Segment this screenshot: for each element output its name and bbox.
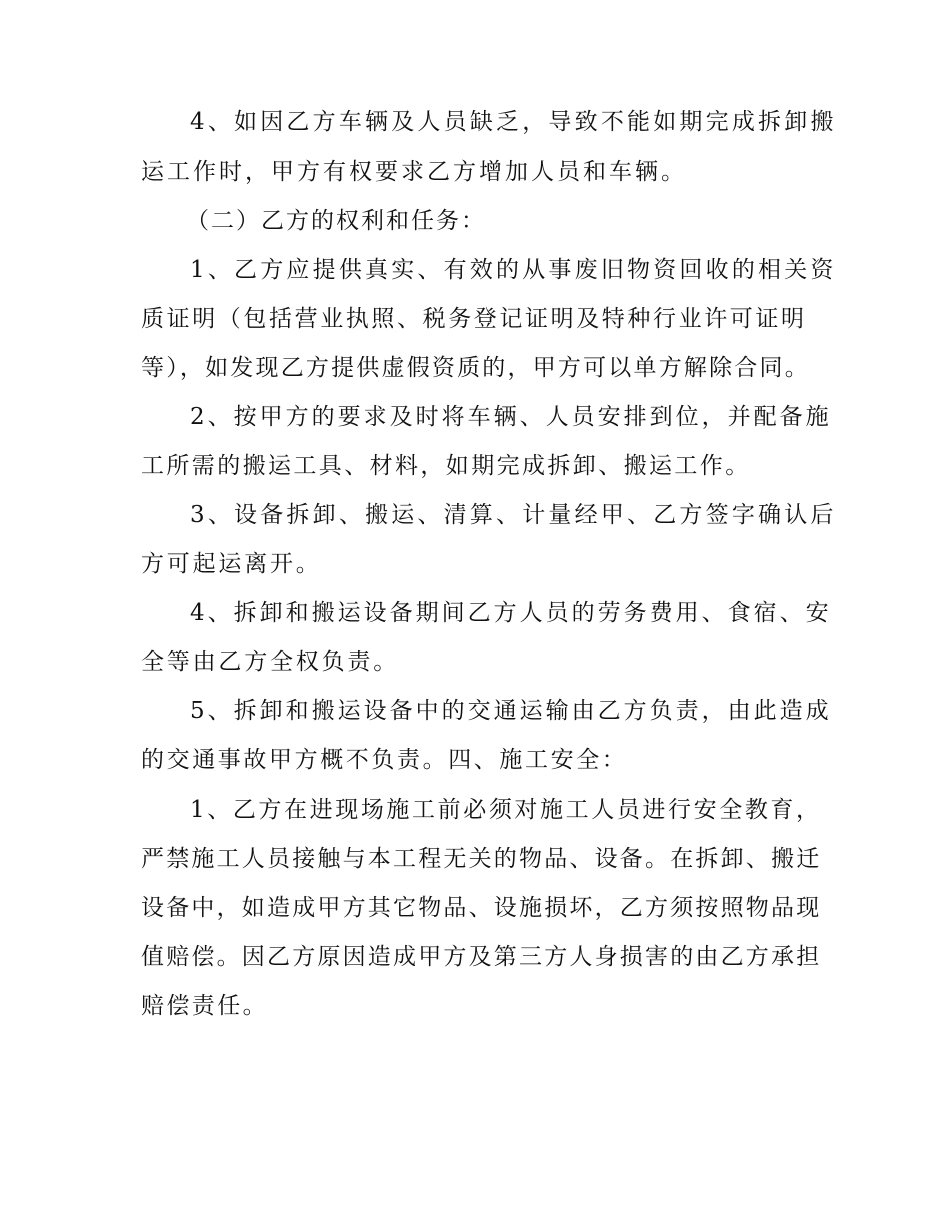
paragraph-line: 严禁施工人员接触与本工程无关的物品、设备。在拆卸、搬迁 <box>141 846 822 872</box>
paragraph-line: 运工作时，甲方有权要求乙方增加人员和车辆。 <box>141 159 687 185</box>
paragraph-line: 5、拆卸和搬运设备中的交通运输由乙方负责，由此造成 <box>190 698 832 724</box>
paragraph-line: 4、如因乙方车辆及人员缺乏，导致不能如期完成拆卸搬 <box>190 109 837 135</box>
paragraph-line: 的交通事故甲方概不负责。四、施工安全： <box>141 747 628 773</box>
paragraph-line: 方可起运离开。 <box>141 551 322 577</box>
paragraph-line: 等），如发现乙方提供虚假资质的，甲方可以单方解除合同。 <box>141 355 810 381</box>
paragraph-line: 值赔偿。因乙方原因造成甲方及第三方人身损害的由乙方承担 <box>141 944 822 970</box>
paragraph-line: 1、乙方在进现场施工前必须对施工人员进行安全教育， <box>190 797 822 823</box>
paragraph-line: 2、按甲方的要求及时将车辆、人员安排到位，并配备施 <box>190 404 832 430</box>
paragraph-line: 3、设备拆卸、搬运、清算、计量经甲、乙方签字确认后 <box>190 502 837 528</box>
paragraph-line: 工所需的搬运工具、材料，如期完成拆卸、搬运工作。 <box>141 453 751 479</box>
paragraph-line: 赔偿责任。 <box>141 993 268 1019</box>
paragraph-line: 设备中，如造成甲方其它物品、设施损坏，乙方须按照物品现 <box>141 895 822 921</box>
paragraph-line: 全等由乙方全权负责。 <box>141 649 399 675</box>
paragraph-line: 1、乙方应提供真实、有效的从事废旧物资回收的相关资 <box>190 257 837 283</box>
paragraph-line: 4、拆卸和搬运设备期间乙方人员的劳务费用、食宿、安 <box>190 600 832 626</box>
paragraph-line: 质证明（包括营业执照、税务登记证明及特种行业许可证明 <box>141 306 807 332</box>
section-heading: （二）乙方的权利和任务： <box>186 208 486 234</box>
